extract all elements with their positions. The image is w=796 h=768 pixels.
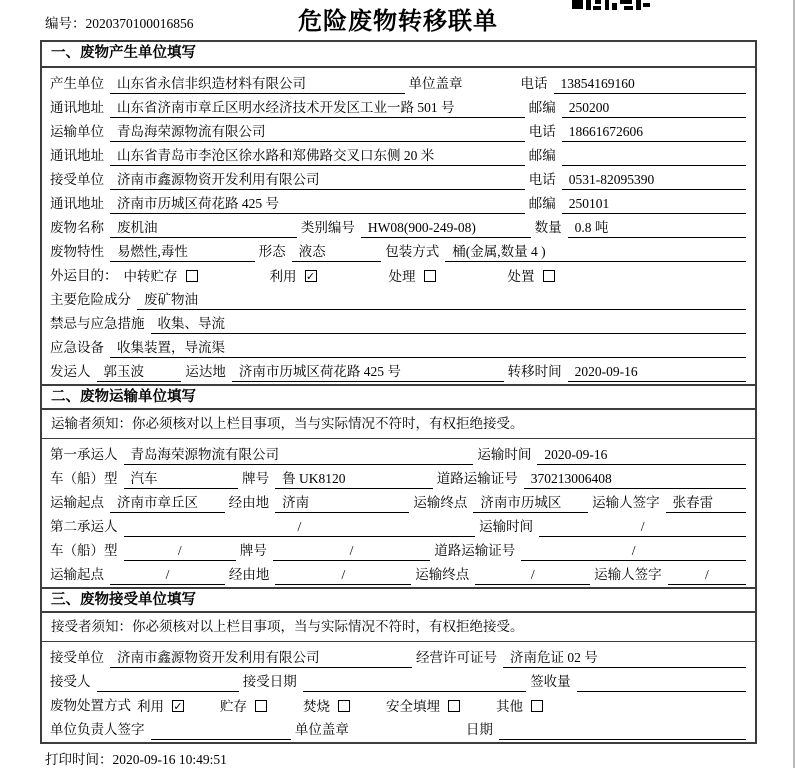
checkbox-item	[508, 266, 555, 286]
form-row	[42, 334, 755, 358]
field-value	[110, 98, 525, 118]
field-label: 运输人签字	[592, 495, 660, 510]
field-value-text: 汽车	[130, 471, 158, 486]
field-label: 第二承运人	[50, 519, 118, 534]
field-value-text: 郭玉波	[103, 364, 144, 379]
form-row	[42, 262, 755, 286]
field-value-text: 18661672606	[568, 124, 643, 139]
field-value	[151, 314, 747, 334]
field-value-text: /	[631, 543, 636, 558]
field-value	[562, 170, 746, 190]
field-label: 电话	[528, 124, 556, 139]
transfer-form-table	[40, 40, 757, 744]
form-row	[42, 489, 755, 513]
field-value-text: 收集装置，导流渠	[117, 340, 225, 355]
field-value	[275, 469, 433, 489]
checkbox-label: 处置	[507, 268, 535, 284]
field-label: 发运人	[50, 364, 91, 379]
field-value	[292, 242, 382, 262]
field-label: 运输终点	[415, 567, 470, 582]
field-label: 运输人签字	[594, 567, 662, 582]
field-label: 接受日期	[242, 674, 297, 689]
checkbox-label: 焚烧	[303, 698, 330, 714]
field-value	[110, 122, 525, 142]
field-value	[568, 218, 746, 238]
document-title: 危险废物转移联单	[298, 8, 498, 35]
field-label: 应急设备	[50, 340, 104, 355]
checkbox-item	[303, 696, 350, 716]
form-row	[42, 644, 755, 668]
field-value-text: 济南危证 02 号	[510, 650, 598, 665]
field-label: 车（船）型	[50, 471, 118, 486]
checkbox-item	[270, 266, 317, 286]
checkbox-icon	[255, 700, 267, 712]
field-value-text: 济南市历城区荷花路 425 号	[117, 196, 279, 211]
field-label: 数量	[534, 220, 562, 235]
form-row	[42, 166, 755, 190]
field-value	[361, 218, 531, 238]
print-time	[45, 748, 227, 768]
field-value	[562, 122, 746, 142]
field-value	[124, 445, 474, 465]
qr-code-fragment	[572, 0, 650, 10]
field-value-text: 收集、导流	[157, 316, 225, 331]
field-label: 日期	[465, 722, 493, 737]
checkbox-label: 中转贮存	[123, 268, 178, 284]
form-row	[42, 142, 755, 166]
field-value	[503, 648, 746, 668]
field-value	[110, 170, 525, 190]
form-row	[42, 537, 755, 561]
field-label: 单位盖章	[294, 722, 349, 737]
field-label: 牌号	[239, 543, 267, 558]
field-label: 禁忌与应急措施	[50, 316, 145, 331]
field-label: 接受单位	[50, 650, 104, 665]
field-value-text: /	[704, 567, 709, 582]
field-value	[273, 541, 430, 561]
field-label: 运输终点	[413, 495, 468, 510]
field-label: 废物名称	[50, 220, 104, 235]
field-value	[577, 672, 746, 692]
form-row	[42, 692, 755, 716]
field-label: 废物特性	[50, 244, 104, 259]
field-value	[110, 218, 297, 238]
field-value	[137, 290, 746, 310]
field-value-text: /	[341, 567, 346, 582]
section-3-body	[42, 642, 755, 742]
field-value-text: 易燃性,毒性	[117, 244, 188, 259]
section-1-header: 一、废物产生单位填写	[42, 42, 755, 68]
field-label: 运输单位	[50, 124, 104, 139]
field-label: 经由地	[228, 495, 270, 510]
field-value	[97, 672, 239, 692]
field-value-text: 山东省济南市章丘区明水经济技术开发区工业一路 501 号	[117, 100, 455, 115]
checkbox-label: 贮存	[220, 698, 247, 714]
field-label: 接受人	[50, 674, 91, 689]
field-value	[521, 541, 746, 561]
field-label: 车（船）型	[50, 543, 118, 558]
form-row	[42, 513, 755, 537]
checkbox-checked-icon: ✓	[305, 270, 316, 283]
checkbox-label: 利用	[269, 268, 297, 284]
field-value	[151, 720, 291, 740]
field-label: 废物处置方式	[50, 698, 131, 713]
print-time-label: 打印时间：	[45, 752, 113, 767]
field-value-text: /	[349, 543, 354, 558]
field-value-text: 张春雷	[672, 495, 714, 510]
field-value-text: /	[165, 567, 170, 582]
field-label: 牌号	[242, 471, 270, 486]
form-row	[42, 70, 755, 94]
field-label: 电话	[528, 172, 556, 187]
page-edge-line	[793, 0, 795, 768]
field-value	[445, 242, 746, 262]
field-value-text: 山东省青岛市李沧区徐水路和郑佛路交叉口东侧 20 米	[117, 148, 435, 163]
field-value-text: HW08(900-249-08)	[367, 220, 476, 235]
checkbox-item	[137, 696, 184, 716]
field-label: 经由地	[228, 567, 270, 582]
field-label: 接受单位	[50, 172, 104, 187]
field-value-text: 2020-09-16	[574, 364, 638, 379]
field-label: 运输起点	[50, 495, 104, 510]
field-value-text: 液态	[298, 244, 326, 259]
checkbox-icon	[543, 270, 555, 282]
field-value	[666, 493, 746, 513]
section-1-body	[42, 68, 755, 384]
checkbox-item	[496, 696, 543, 716]
field-value	[537, 445, 746, 465]
field-value-text: 鲁 UK8120	[282, 471, 346, 486]
checkbox-icon	[424, 270, 436, 282]
field-value-text: 370213006408	[530, 471, 612, 486]
field-value	[110, 242, 255, 262]
field-value	[562, 146, 746, 166]
field-value	[473, 493, 588, 513]
field-value	[275, 493, 409, 513]
checkbox-icon	[531, 700, 543, 712]
doc-number-label: 编号：	[45, 16, 86, 31]
field-value-text: 13854169160	[560, 76, 635, 91]
checkbox-icon	[186, 270, 198, 282]
field-value-text: 济南市历城区荷花路 425 号	[238, 364, 401, 379]
field-value-text: 250200	[568, 100, 610, 115]
field-label: 通讯地址	[50, 100, 104, 115]
form-row	[42, 441, 755, 465]
field-value	[110, 493, 225, 513]
field-label: 运输起点	[50, 567, 104, 582]
form-row	[42, 118, 755, 142]
field-label: 邮编	[528, 100, 556, 115]
field-value-text: 0531-82095390	[568, 172, 655, 187]
field-label: 道路运输证号	[436, 471, 518, 486]
field-value	[110, 565, 225, 585]
checkbox-item	[124, 266, 198, 286]
field-value	[562, 194, 746, 214]
checkbox-label: 安全填埋	[386, 698, 440, 714]
field-value	[275, 565, 411, 585]
field-value-text: 青岛海荣源物流有限公司	[130, 447, 279, 462]
field-value-text: 桶(金属,数量 4 )	[452, 244, 546, 259]
field-value-text: 济南市鑫源物资开发利用有限公司	[117, 172, 320, 187]
field-value	[562, 98, 746, 118]
field-label: 电话	[520, 76, 548, 91]
form-row	[42, 358, 755, 382]
field-value-text: 济南市鑫源物资开发利用有限公司	[117, 650, 320, 665]
field-value-text: 济南市章丘区	[117, 495, 198, 510]
checkbox-label: 处理	[388, 268, 416, 284]
transporter-notice: 运输者须知：你必须核对以上栏目事项，当与实际情况不符时，有权拒绝接受。	[42, 410, 755, 439]
field-value-text: 0.8 吨	[574, 220, 609, 235]
checkbox-label: 其他	[496, 698, 523, 714]
field-value-text: 废矿物油	[144, 292, 198, 307]
field-value-text: 山东省永信非织造材料有限公司	[117, 76, 306, 91]
field-label: 产生单位	[50, 76, 104, 91]
form-row	[42, 668, 755, 692]
field-value-text: 济南	[282, 495, 310, 510]
field-value	[554, 74, 746, 94]
field-value-text: 济南市历城区	[480, 495, 562, 510]
field-value	[303, 672, 526, 692]
field-value-text: 2020-09-16	[544, 447, 608, 462]
form-row	[42, 561, 755, 585]
checkbox-item	[389, 266, 436, 286]
field-value	[568, 362, 746, 382]
field-label: 运输时间	[477, 447, 532, 462]
field-label: 道路运输证号	[434, 543, 516, 558]
field-label: 第一承运人	[50, 447, 118, 462]
field-label: 通讯地址	[50, 148, 104, 163]
field-value	[475, 565, 590, 585]
form-row	[42, 310, 755, 334]
field-value	[110, 648, 412, 668]
field-value	[499, 720, 746, 740]
field-value	[524, 469, 746, 489]
field-value	[110, 338, 746, 358]
field-value-text: 废机油	[117, 220, 158, 235]
form-row	[42, 190, 755, 214]
field-value-text: /	[530, 567, 535, 582]
checkbox-icon	[338, 700, 350, 712]
field-value-text: /	[297, 519, 302, 534]
field-label: 邮编	[528, 148, 556, 163]
section-2-body	[42, 439, 755, 587]
field-label: 签收量	[530, 674, 571, 689]
field-label: 经营许可证号	[416, 650, 497, 665]
field-value-text: /	[640, 519, 645, 534]
form-row	[42, 465, 755, 489]
field-label: 通讯地址	[50, 196, 104, 211]
field-value-text: /	[177, 543, 182, 558]
checkbox-item	[386, 696, 460, 716]
form-row	[42, 94, 755, 118]
checkbox-checked-icon: ✓	[173, 700, 183, 713]
field-value-text: 青岛海荣源物流有限公司	[117, 124, 266, 139]
field-value	[124, 517, 476, 537]
field-value	[110, 74, 405, 94]
section-3-header: 三、废物接受单位填写	[42, 587, 755, 613]
form-row	[42, 214, 755, 238]
field-label: 单位盖章	[408, 76, 463, 91]
field-value	[668, 565, 746, 585]
field-label: 外运目的：	[50, 268, 118, 283]
receiver-notice: 接受者须知：你必须核对以上栏目事项，当与实际情况不符时，有权拒绝接受。	[42, 613, 755, 642]
form-row	[42, 286, 755, 310]
field-value	[124, 541, 236, 561]
field-value-text: 250101	[568, 196, 610, 211]
field-value	[124, 469, 239, 489]
field-value	[110, 194, 525, 214]
section-2-header: 二、废物运输单位填写	[42, 384, 755, 410]
field-value	[97, 362, 182, 382]
form-row	[42, 238, 755, 262]
field-label: 包装方式	[385, 244, 440, 259]
field-label: 运输时间	[479, 519, 534, 534]
field-value	[232, 362, 504, 382]
field-label: 转移时间	[507, 364, 562, 379]
field-label: 形态	[258, 244, 286, 259]
field-label: 单位负责人签字	[50, 722, 145, 737]
checkbox-icon	[448, 700, 460, 712]
field-label: 类别编号	[300, 220, 355, 235]
checkbox-item	[220, 696, 267, 716]
field-label: 运达地	[185, 364, 226, 379]
field-label: 主要危险成分	[50, 292, 131, 307]
field-value	[110, 146, 525, 166]
doc-number-value: 2020370100016856	[85, 16, 194, 31]
print-time-value: 2020-09-16 10:49:51	[112, 752, 227, 767]
field-label: 邮编	[528, 196, 556, 211]
field-value	[539, 517, 746, 537]
checkbox-label: 利用	[137, 698, 164, 714]
form-row	[42, 716, 755, 740]
